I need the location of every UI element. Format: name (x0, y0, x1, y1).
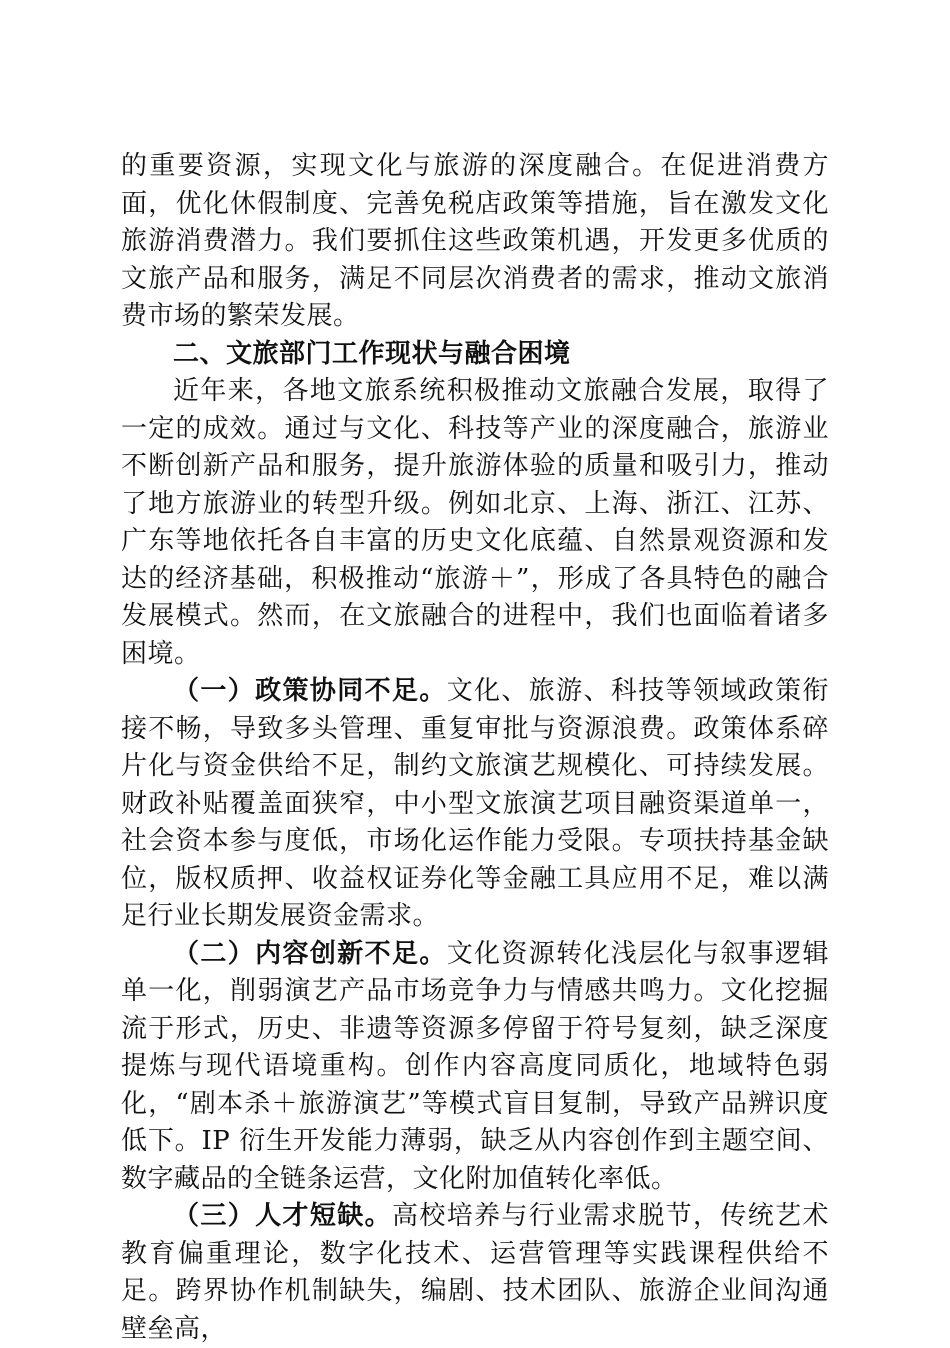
subsection-talent-text: 高校培养与行业需求脱节，传统艺术教育偏重理论，数字化技术、运营管理等实践课程供给不足。跨界协作机制缺失，编剧、技术团队、旅游企业间沟通壁垒高， (121, 1201, 829, 1344)
document-body (121, 148, 829, 1348)
subsection-policy-lead: （一）政策协同不足。 (173, 676, 447, 706)
subsection-policy-text: 文化、旅游、科技等领域政策衔接不畅，导致多头管理、重复审批与资源浪费。政策体系碎片化与资金供给不足，制约文旅演艺规模化、可持续发展。财政补贴覆盖面狭窄，中小型文旅演艺项目融资渠道单一，社会资本参与度低，市场化运作能力受限。专项扶持基金缺位，版权质押、收益权证券化等金融工具应用不足，难以满足行业长期发展资金需求。 (121, 676, 829, 931)
subsection-talent (121, 1198, 829, 1348)
paragraph-intro: 近年来，各地文旅系统积极推动文旅融合发展，取得了一定的成效。通过与文化、科技等产业的深度融合，旅游业不断创新产品和服务，提升旅游体验的质量和吸引力，推动了地方旅游业的转型升级。例如北京、上海、浙江、江苏、广东等地依托各自丰富的历史文化底蕴、自然景观资源和发达的经济基础，积极推动“旅游＋”，形成了各具特色的融合发展模式。然而，在文旅融合的进程中，我们也面临着诸多困境。 (121, 376, 829, 669)
subsection-content-lead: （二）内容创新不足。 (173, 938, 447, 969)
paragraph-continuation: 的重要资源，实现文化与旅游的深度融合。在促进消费方面，优化休假制度、完善免税店政策等措施，旨在激发文化旅游消费潜力。我们要抓住这些政策机遇，开发更多优质的文旅产品和服务，满足不同层次消费者的需求，推动文旅消费市场的繁荣发展。 (121, 151, 829, 331)
section-heading: 二、文旅部门工作现状与融合困境 (173, 338, 571, 369)
subsection-policy (121, 673, 829, 936)
subsection-talent-lead: （三）人才短缺。 (173, 1201, 392, 1231)
subsection-content (121, 936, 829, 1199)
subsection-content-text: 文化资源转化浅层化与叙事逻辑单一化，削弱演艺产品市场竞争力与情感共鸣力。文化挖掘流于形式，历史、非遗等资源多停留于符号复刻，缺乏深度提炼与现代语境重构。创作内容高度同质化，地域特色弱化，“剧本杀＋旅游演艺”等模式盲目复制，导致产品辨识度低下。IP 衍生开发能力薄弱，缺乏从内容创作到主题空间、数字藏品的全链条运营，文化附加值转化率低。 (121, 938, 829, 1194)
